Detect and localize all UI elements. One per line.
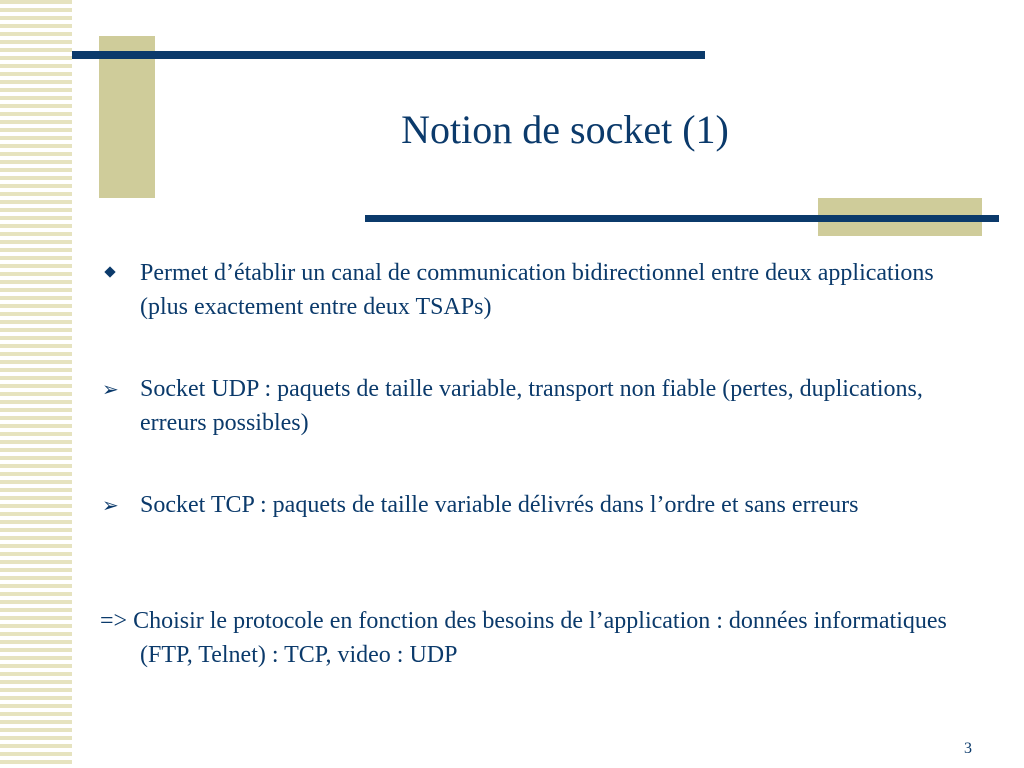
page-number: 3 <box>964 740 972 757</box>
navy-bar-bottom <box>365 215 999 222</box>
bullet-item <box>100 256 980 324</box>
arrow-bullet-icon: ➢ <box>102 493 119 517</box>
bullet-item <box>100 372 980 440</box>
navy-bar-top <box>72 51 705 59</box>
left-stripe-decoration <box>0 0 72 768</box>
bullet-text: Socket UDP : paquets de taille variable, transport non fiable (pertes, duplications, erreurs possibles) <box>140 376 923 436</box>
arrow-bullet-icon: ➢ <box>102 377 119 401</box>
tan-block-top <box>99 36 155 198</box>
bullet-text: Permet d’établir un canal de communication bidirectionnel entre deux applications (plus exactement entre deux TSAPs) <box>140 260 934 320</box>
conclusion-item <box>100 604 980 672</box>
bullet-text: Socket TCP : paquets de taille variable délivrés dans l’ordre et sans erreurs <box>140 492 859 518</box>
diamond-bullet-icon <box>100 256 130 290</box>
conclusion-text: => Choisir le protocole en fonction des besoins de l’application : données informatiques (FTP, Telnet) : TCP, video : UDP <box>100 608 947 668</box>
bullet-item <box>100 488 980 522</box>
slide-title: Notion de socket (1) <box>401 107 729 152</box>
